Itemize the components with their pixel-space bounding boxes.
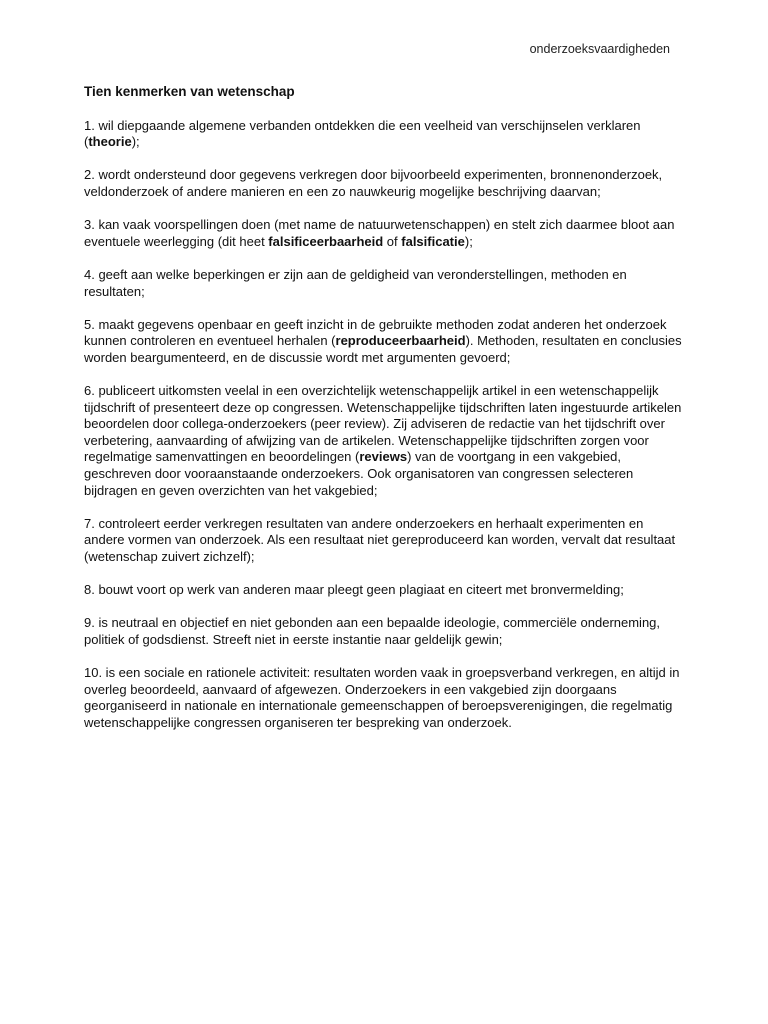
list-item-3: 3. kan vaak voorspellingen doen (met name de natuurwetenschappen) en stelt zich daarmee bloot aan eventuele weerlegging (dit heet falsificeerbaarheid of falsificatie); [84,217,675,249]
list-item-9: 9. is neutraal en objectief en niet gebonden aan een bepaalde ideologie, commerciële onderneming, politiek of godsdienst. Streeft niet in eerste instantie naar geldelijk gewin; [84,615,661,647]
list-item-10: 10. is een sociale en rationele activiteit: resultaten worden vaak in groepsverband verkregen, en altijd in overleg beoordeeld, aanvaard of afgewezen. Onderzoekers in een vakgebied zijn doorgaans georganiseerd in nationale en internationale gemeenschappen of beroepsverenigingen, die regelmatig wetenschappelijke congressen organiseren ter bespreking van onderzoek. [84,665,680,730]
list-item-7: 7. controleert eerder verkregen resultaten van andere onderzoekers en herhaalt experimenten en andere vormen van onderzoek. Als een resultaat niet gereproduceerd kan worden, vervalt dat resultaat (wetenschap zuivert zichzelf); [84,515,676,565]
document-title: Tien kenmerken van wetenschap [84,84,295,99]
list-item-4: 4. geeft aan welke beperkingen er zijn aan de geldigheid van veronderstellingen, methoden en resultaten; [84,266,627,299]
document-body [84,84,684,748]
list-item-1: 1. wil diepgaande algemene verbanden ontdekken die een veelheid van verschijnselen verklaren (theorie); [84,117,641,150]
header-label: onderzoeksvaardigheden [529,42,670,56]
list-item-8: 8. bouwt voort op werk van anderen maar pleegt geen plagiaat en citeert met bronvermelding; [84,582,624,598]
list-item-6: 6. publiceert uitkomsten veelal in een overzichtelijk wetenschappelijk artikel in een wetenschappelijk tijdschrift of presenteert deze op congressen. Wetenschappelijke tijdschriften laten ingestuurde artikelen beoordelen door collega-onderzoekers (peer review). Zij adviseren de redactie van het tijdschrift over verbetering, aanvaarding of afwijzing van de artikelen. Wetenschappelijke tijdschriften zorgen voor regelmatige samenvattingen en beoordelingen (reviews) van de voortgang in een vakgebied, geschreven door vooraanstaande onderzoekers. Ook organisatoren van congressen selecteren bijdragen en geven overzichten van het vakgebied; [84,383,682,498]
list-item-2: 2. wordt ondersteund door gegevens verkregen door bijvoorbeeld experimenten, bronnenonderzoek, veldonderzoek of andere manieren en een zo nauwkeurig mogelijke beschrijving daarvan; [84,167,663,199]
list-item-5: 5. maakt gegevens openbaar en geeft inzicht in de gebruikte methoden zodat anderen het onderzoek kunnen controleren en eventueel herhalen (reproduceerbaarheid). Methoden, resultaten en conclusies worden beargumenteerd, en de discussie wordt met argumenten gevoerd; [84,316,682,365]
